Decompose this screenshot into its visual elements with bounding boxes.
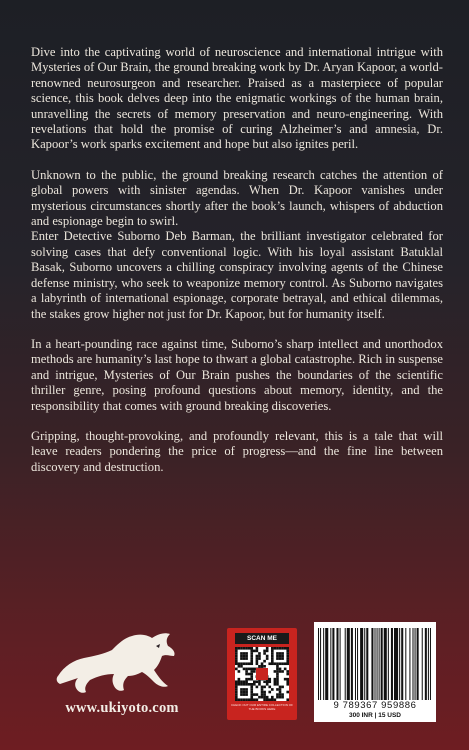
qr-code-icon[interactable] (235, 647, 289, 701)
publisher-url[interactable]: www.ukiyoto.com (65, 700, 179, 716)
qr-heading: SCAN ME (235, 633, 289, 644)
blurb-paragraph-1: Dive into the captivating world of neuroscience and international intrigue with Mysteries of Our Brain, the ground breaking work by Dr. Aryan Kapoor, a world-renowned neurosurgeon and researcher. Praised as a masterpiece of popular science, this book delves deep into the enigmatic workings of the human brain, unravelling the secrets of memory preservation and neuro-engineering. With revelations that hold the promise of curing Alzheimer’s and amnesia, Dr. Kapoor’s work sparks excitement and hope but also ignites peril. (31, 45, 443, 152)
blurb-text (31, 45, 443, 490)
barcode-card (314, 622, 436, 722)
qr-card (227, 628, 297, 720)
qr-caption: CHECK OUT OUR ENTIRE COLLECTION OF THE BOOKS HERE (231, 703, 293, 711)
price-label: 300 INR | 15 USD (348, 712, 402, 719)
blurb-paragraph-5: Gripping, thought-provoking, and profoundly relevant, this is a tale that will leave readers pondering the price of progress—and the fine line between discovery and destruction. (31, 428, 443, 474)
blurb-paragraph-4: In a heart-pounding race against time, Suborno’s sharp intellect and unorthodox methods are humanity’s last hope to thwart a global catastrophe. Rich in suspense and intrigue, Mysteries of Our Brain pushes the boundaries of the scientific thriller genre, posing profound questions about memory, identity, and the responsibility that comes with ground breaking discoveries. (31, 336, 443, 413)
blurb-paragraph-2: Unknown to the public, the ground breaking research catches the attention of global powers with sinister agendas. When Dr. Kapoor vanishes under mysterious circumstances shortly after the book’s launch, whispers of abduction and espionage begin to swirl. (31, 167, 443, 229)
isbn-digits: 9 789367 959886 (333, 700, 417, 711)
lion-icon (54, 626, 182, 696)
barcode-icon (318, 628, 432, 700)
blurb-paragraph-3: Enter Detective Suborno Deb Barman, the brilliant investigator celebrated for solving cases that defy conventional logic. With his loyal assistant Batuklal Basak, Suborno uncovers a chilling conspiracy involving agents of the Chinese defense ministry, who seek to weaponize memory control. As Suborno navigates a labyrinth of international espionage, corporate betrayal, and ethical dilemmas, the stakes grow higher not just for Dr. Kapoor, but for humanity itself. (31, 229, 443, 321)
